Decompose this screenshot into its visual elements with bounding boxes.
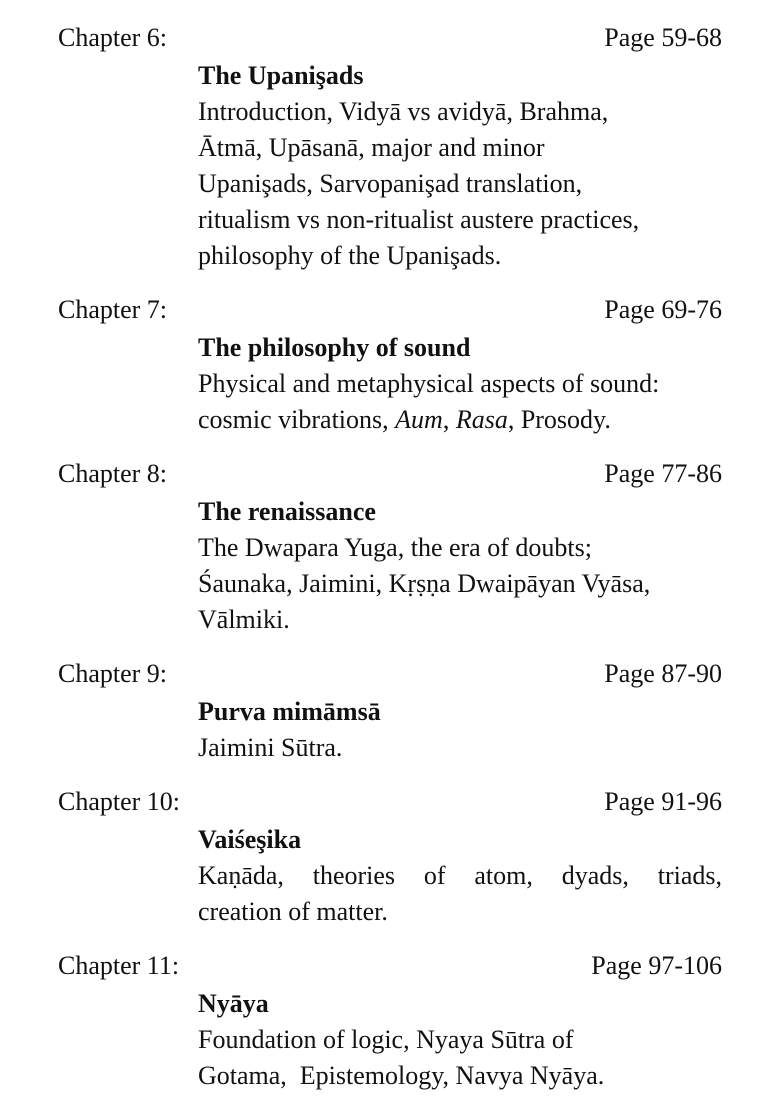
chapter-title: Purva mimāmsā (198, 697, 381, 726)
chapter-description-line (198, 530, 722, 566)
chapter-header (0, 290, 780, 330)
chapter-entry (0, 654, 780, 766)
chapter-label: Chapter 6: (58, 23, 168, 52)
chapter-description-line (198, 238, 722, 274)
text-segment: Kaṇāda, theories of atom, dyads, triads, (198, 861, 722, 890)
chapter-title: The philosophy of sound (198, 333, 471, 362)
page-range: Page 69-76 (604, 295, 722, 324)
text-segment: Śaunaka, Jaimini, Kṛṣṇa Dwaipāyan Vyāsa, (198, 569, 651, 598)
text-segment: Ātmā, Upāsanā, major and minor (198, 133, 545, 162)
chapter-label: Chapter 11: (58, 951, 180, 980)
text-segment: Foundation of logic, Nyaya Sūtra of (198, 1025, 574, 1054)
chapter-entry (0, 290, 780, 438)
chapter-label: Chapter 7: (58, 295, 168, 324)
text-segment: cosmic vibrations, (198, 405, 396, 434)
page-range: Page 91-96 (604, 787, 722, 816)
chapter-entry (0, 454, 780, 638)
chapter-description-line (198, 1058, 722, 1094)
text-segment: ritualism vs non-ritualist austere practices, (198, 205, 640, 234)
chapter-label: Chapter 9: (58, 659, 168, 688)
chapter-entry (0, 782, 780, 930)
text-segment: Vālmiki. (198, 605, 290, 634)
text-segment: , (442, 405, 456, 434)
italic-term: Aum (395, 405, 443, 434)
chapter-header (0, 654, 780, 694)
chapter-title: The renaissance (198, 497, 376, 526)
chapter-header (0, 782, 780, 822)
text-segment: Jaimini Sūtra. (198, 733, 343, 762)
chapter-description-line (198, 166, 722, 202)
page-range: Page 59-68 (604, 23, 722, 52)
chapter-description-line (198, 402, 722, 438)
chapter-description-line (198, 366, 722, 402)
text-segment: philosophy of the Upanişads. (198, 241, 502, 270)
page-range: Page 97-106 (591, 951, 722, 980)
text-segment: Upanişads, Sarvopanişad translation, (198, 169, 583, 198)
chapter-title: The Upanişads (198, 61, 364, 90)
text-segment: The Dwapara Yuga, the era of doubts; (198, 533, 592, 562)
text-segment: , Prosody. (507, 405, 611, 434)
page-range: Page 77-86 (604, 459, 722, 488)
chapter-description-line (198, 730, 722, 766)
chapter-title: Vaiśeşika (198, 825, 302, 854)
text-segment: creation of matter. (198, 897, 388, 926)
chapter-header (0, 18, 780, 58)
text-segment: Introduction, Vidyā vs avidyā, Brahma, (198, 97, 609, 126)
chapter-header (0, 454, 780, 494)
chapter-description-line (198, 602, 722, 638)
chapter-entry (0, 946, 780, 1094)
chapter-description-line (198, 202, 722, 238)
chapter-title: Nyāya (198, 989, 269, 1018)
chapter-description-line (198, 858, 722, 894)
italic-term: Rasa (455, 405, 508, 434)
chapter-label: Chapter 8: (58, 459, 168, 488)
chapter-label: Chapter 10: (58, 787, 181, 816)
chapter-description-line (198, 1022, 722, 1058)
chapter-header (0, 946, 780, 986)
chapter-description-line (198, 566, 722, 602)
text-segment: Gotama, Epistemology, Navya Nyāya. (198, 1061, 605, 1090)
page-range: Page 87-90 (604, 659, 722, 688)
chapter-entry (0, 18, 780, 274)
chapter-description-line (198, 94, 722, 130)
text-segment: Physical and metaphysical aspects of sound: (198, 369, 660, 398)
chapter-description-line (198, 130, 722, 166)
chapter-description-line (198, 894, 722, 930)
